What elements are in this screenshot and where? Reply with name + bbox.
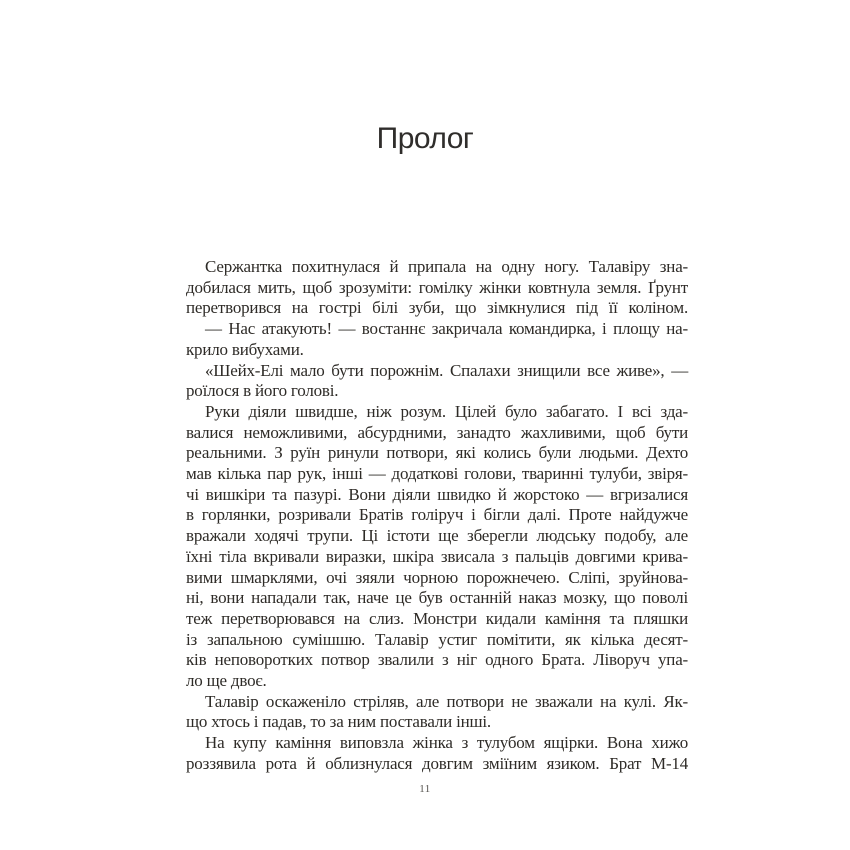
text-line: добилася мить, щоб зрозуміти: гомілку жінки ковтнула земля. Ґрунт (186, 277, 688, 297)
paragraph (186, 257, 688, 319)
text-line: із запальною сумішшю. Талавір устиг помітити, як кілька десят- (186, 629, 688, 649)
text-line: вражали ходячі трупи. Ці істоти ще зберегли людську подобу, але (186, 526, 688, 546)
text-line: «Шейх-Елі мало бути порожнім. Спалахи знищили все живе», — (205, 360, 688, 380)
paragraph (186, 692, 688, 733)
text-line: роззявила рота й облизнулася довгим зміїним язиком. Брат М-14 (186, 753, 688, 773)
page-number: 11 (419, 783, 431, 795)
text-line: реальними. З руїн ринули потвори, які колись були людьми. Дехто (186, 443, 688, 463)
text-line: ло ще двоє. (186, 671, 267, 691)
text-line: На купу каміння виповзла жінка з тулубом ящірки. Вона хижо (205, 733, 688, 753)
text-line: чі вишкіри та пазурі. Вони діяли швидко й жорстоко — вгризалися (186, 484, 688, 504)
paragraph (186, 733, 688, 774)
text-line: роїлося в його голові. (186, 381, 339, 401)
paragraph (186, 319, 688, 360)
text-line: Сержантка похитнулася й припала на одну ногу. Талавіру зна- (205, 257, 688, 276)
text-line: теж перетворювався на слиз. Монстри кидали каміння та пляшки (186, 608, 688, 628)
text-line: мав кілька пар рук, інші — додаткові голови, тваринні тулуби, звіря- (186, 464, 688, 484)
text-line: крило вибухами. (186, 339, 304, 359)
text-line: вими шмарклями, очі зяяли чорною порожнечею. Сліпі, зруйнова- (186, 567, 688, 587)
text-line: що хтось і падав, то за ним поставали інші. (186, 712, 491, 732)
text-line: їхні тіла вкривали виразки, шкіра звисала з пальців довгими крива- (186, 546, 688, 566)
text-line: Руки діяли швидше, ніж розум. Цілей було забагато. І всі зда- (205, 401, 688, 421)
paragraph (186, 402, 688, 692)
chapter-title: Пролог (376, 122, 474, 155)
text-line: перетворився на гострі білі зуби, що зімкнулися під її коліном. (186, 298, 688, 318)
text-line: валися неможливими, абсурдними, занадто жахливими, щоб бути (186, 422, 688, 442)
text-line: — Нас атакують! — востаннє закричала командирка, і площу на- (205, 319, 688, 339)
text-line: ків неповоротких потвор звалили з ніг одного Брата. Ліворуч упа- (186, 650, 688, 670)
text-block (186, 257, 688, 775)
text-line: Талавір оскаженіло стріляв, але потвори не зважали на кулі. Як- (205, 691, 688, 711)
paragraph (186, 361, 688, 402)
text-line: в горлянки, розривали Братів голіруч і бігли далі. Проте найдужче (186, 505, 688, 525)
text-line: ні, вони нападали так, наче це був останній наказ мозку, що поволі (186, 588, 688, 608)
